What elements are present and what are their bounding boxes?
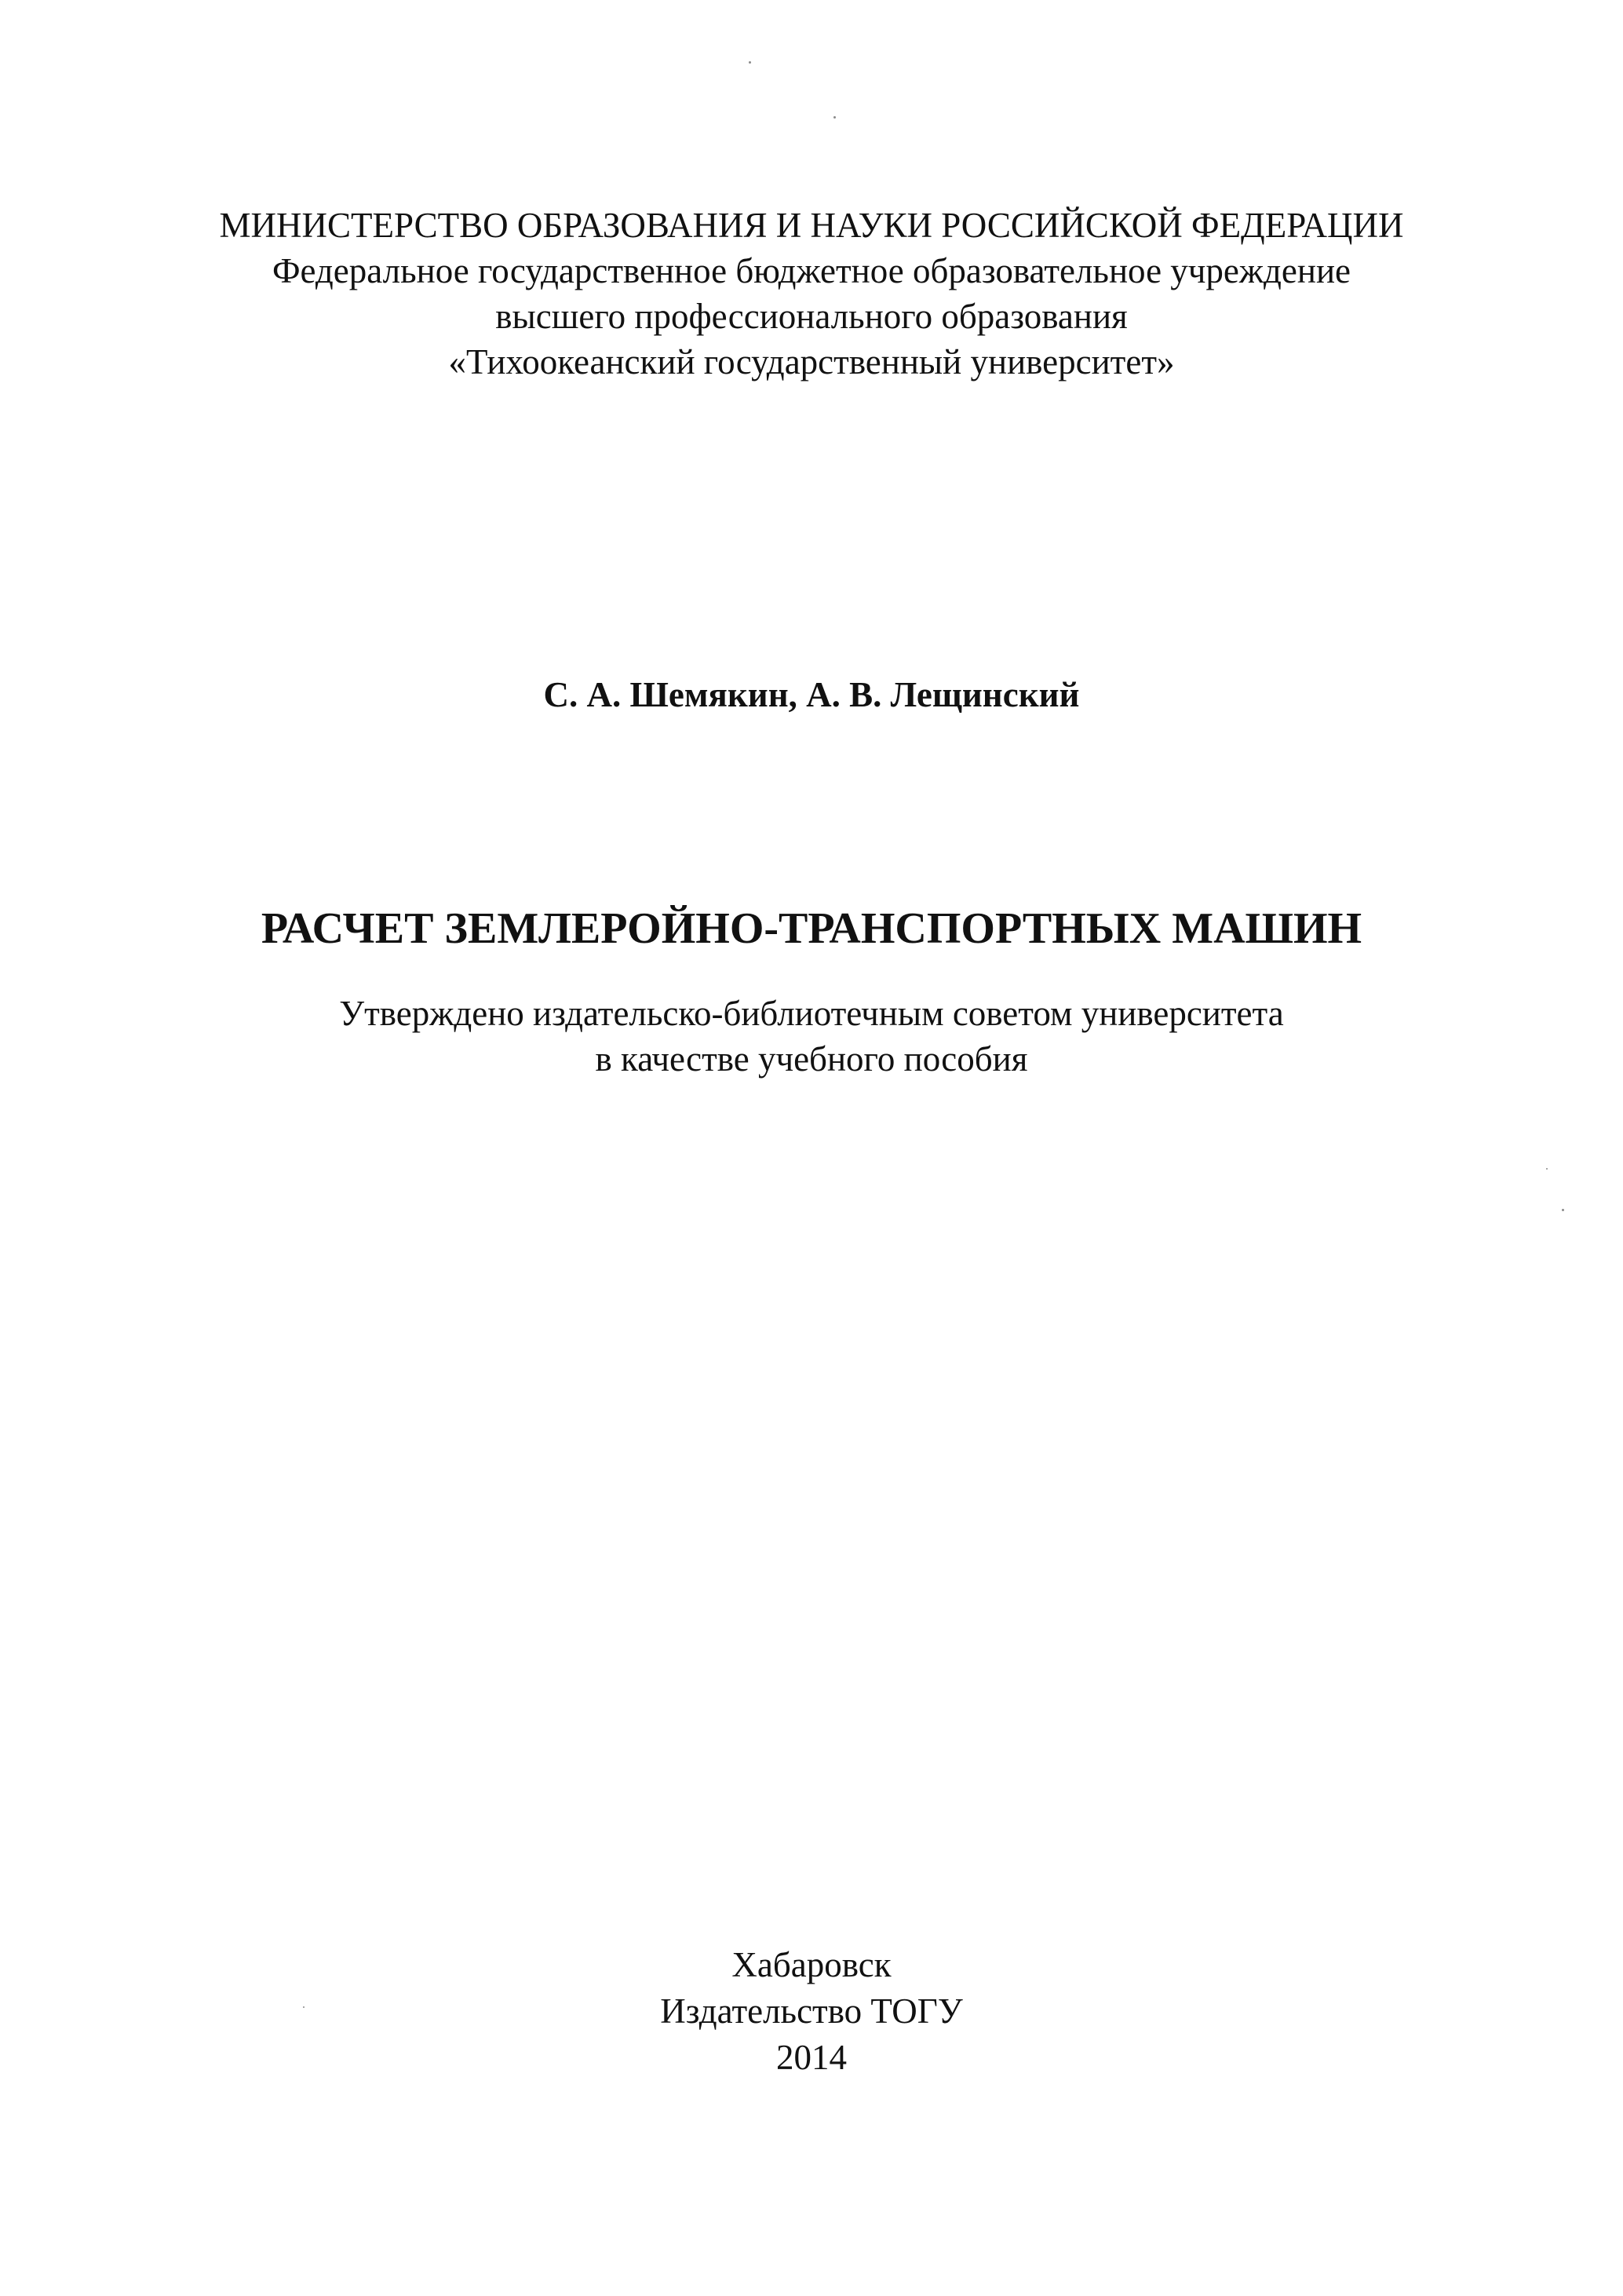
imprint bbox=[0, 1942, 1623, 2081]
university-name-line: «Тихоокеанский государственный университет» bbox=[448, 342, 1175, 381]
scan-speck bbox=[833, 116, 836, 119]
ministry-line: МИНИСТЕРСТВО ОБРАЗОВАНИЯ И НАУКИ РОССИЙСКОЙ ФЕДЕРАЦИИ bbox=[219, 206, 1404, 245]
book-title: РАСЧЕТ ЗЕМЛЕРОЙНО-ТРАНСПОРТНЫХ МАШИН bbox=[261, 904, 1362, 953]
scan-speck bbox=[749, 61, 751, 64]
authors: С. А. Шемякин, А. В. Лещинский bbox=[543, 675, 1080, 714]
approval-note bbox=[0, 991, 1623, 1082]
approval-line-2: в качестве учебного пособия bbox=[595, 1039, 1028, 1079]
approval-line-1: Утверждено издательско-библиотечным советом университета bbox=[339, 994, 1284, 1033]
institution-type-line: Федеральное государственное бюджетное образовательное учреждение bbox=[272, 251, 1351, 290]
scan-speck bbox=[303, 2006, 305, 2008]
imprint-year: 2014 bbox=[776, 2038, 847, 2077]
education-level-line: высшего профессионального образования bbox=[495, 297, 1128, 336]
publisher-header bbox=[0, 203, 1623, 385]
imprint-publisher: Издательство ТОГУ bbox=[660, 1991, 963, 2031]
scan-speck bbox=[1546, 1168, 1548, 1170]
scan-speck bbox=[1562, 1209, 1564, 1211]
imprint-city: Хабаровск bbox=[731, 1945, 892, 1984]
